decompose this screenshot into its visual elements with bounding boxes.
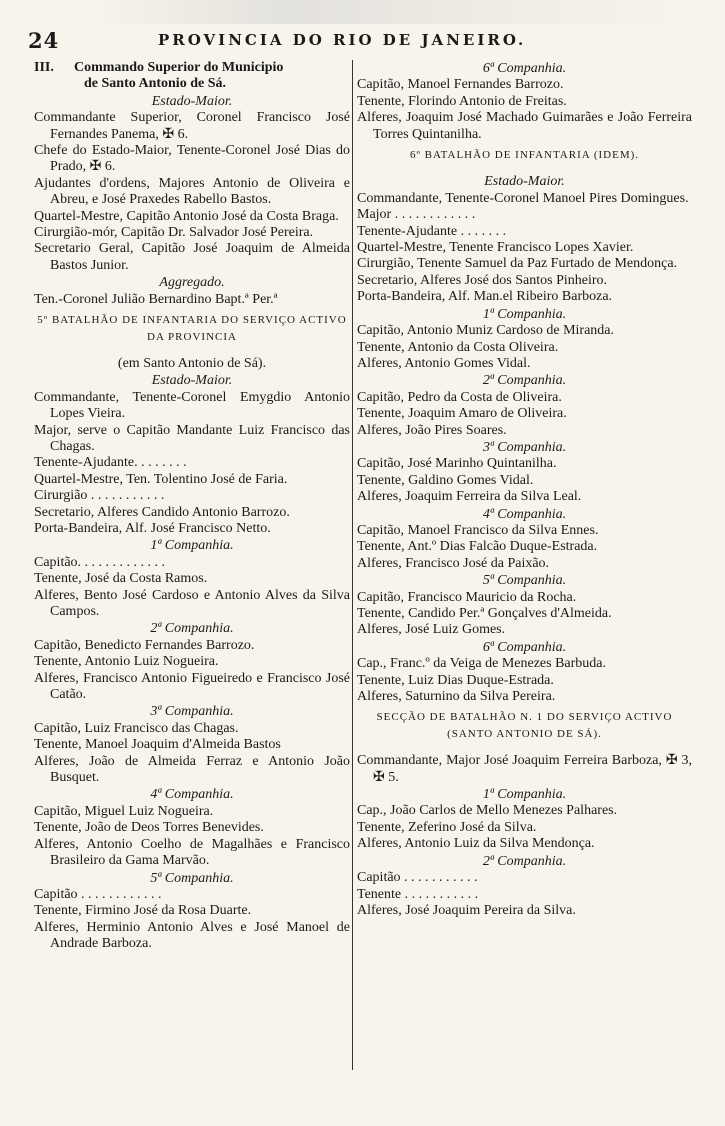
list-item: Commandante, Major José Joaquim Ferreira Barboza, ✠ 3, ✠ 5. xyxy=(357,753,692,785)
company-heading: 5ª Companhia. xyxy=(150,870,234,886)
company-heading: 6ª Companhia. xyxy=(482,639,567,655)
company-heading: 4ª Companhia. xyxy=(482,506,567,522)
list-item: Capitão . . . . . . . . . . . . xyxy=(34,886,162,902)
list-item: Tenente, Ant.º Dias Falcão Duque-Estrada. xyxy=(357,539,598,555)
list-item: Alferes, Antonio Coelho de Magalhães e Francisco Brasileiro da Gama Marvão. xyxy=(34,836,350,869)
list-item: Tenente, Joaquim Amaro de Oliveira. xyxy=(357,406,567,422)
section-number: III. xyxy=(34,60,54,75)
company-heading: 4ª Companhia. xyxy=(150,787,234,803)
list-item: Secretario, Alferes José dos Santos Pinheiro. xyxy=(357,272,608,288)
list-item: Capitão, Pedro da Costa de Oliveira. xyxy=(357,389,562,405)
subheading-estado-maior: Estado-Maior. xyxy=(151,373,233,389)
list-item: Capitão, Antonio Muniz Cardoso de Miranda. xyxy=(357,323,615,339)
list-item: Capitão . . . . . . . . . . . xyxy=(357,870,478,886)
page-number: 24 xyxy=(28,28,60,53)
list-item: Alferes, Francisco Antonio Figueiredo e Francisco José Catão. xyxy=(34,670,350,703)
list-item: Tenente, Candido Per.ª Gonçalves d'Almeida. xyxy=(357,606,612,621)
battalion-heading: 5º BATALHÃO DE INFANTARIA DO SERVIÇO ACTIVO DA PROVINCIA xyxy=(37,314,347,343)
left-column xyxy=(34,60,350,1066)
subheading-estado-maior: Estado-Maior. xyxy=(484,174,565,190)
company-heading: 2ª Companhia. xyxy=(150,621,234,637)
page-header xyxy=(28,28,698,56)
list-item: Tenente, José da Costa Ramos. xyxy=(34,571,208,587)
list-item: Cap., João Carlos de Mello Menezes Palhares. xyxy=(357,803,618,819)
column-divider xyxy=(352,60,353,1070)
list-item: Capitão, Benedicto Fernandes Barrozo. xyxy=(34,637,255,653)
company-heading: 1ª Companhia. xyxy=(150,538,234,554)
list-item: Major, serve o Capitão Mandante Luiz Francisco das Chagas. xyxy=(34,422,350,454)
company-heading: 6ª Companhia. xyxy=(482,61,567,76)
list-item: Alferes, Bento José Cardoso e Antonio Alves da Silva Campos. xyxy=(34,587,350,619)
list-item: Tenente . . . . . . . . . . . xyxy=(357,886,479,902)
list-item: Commandante, Tenente-Coronel Manoel Pires Domingues. xyxy=(357,190,689,206)
list-item: Alferes, José Luiz Gomes. xyxy=(357,622,506,638)
list-item: Alferes, João Pires Soares. xyxy=(357,422,507,438)
section-battalion-heading: SECÇÃO DE BATALHÃO N. 1 DO SERVIÇO ACTIVO (SANTO ANTONIO DE SÁ). xyxy=(376,711,673,740)
list-item: Alferes, Antonio Luiz da Silva Mendonça. xyxy=(357,836,595,852)
right-column xyxy=(357,60,692,1066)
section-title-line-2: de Santo Antonio de Sá. xyxy=(84,76,226,92)
battalion-location: (em Santo Antonio de Sá). xyxy=(117,355,267,371)
list-item: Ajudantes d'ordens, Majores Antonio de Oliveira e Abreu, e José Praxedes Rabello Bastos. xyxy=(34,175,350,208)
battalion-heading: 6º BATALHÃO DE INFANTARIA (IDEM). xyxy=(409,149,640,162)
print-bleed-strip xyxy=(90,0,690,24)
list-item: Tenente, Luiz Dias Duque-Estrada. xyxy=(357,672,554,688)
list-item: Tenente, Firmino José da Rosa Duarte. xyxy=(34,903,252,919)
subheading-estado-maior: Estado-Maior. xyxy=(151,93,233,109)
list-item: Capitão. . . . . . . . . . . . . xyxy=(34,554,166,570)
list-item: Tenente, Zeferino José da Silva. xyxy=(357,819,537,835)
running-title: PROVINCIA DO RIO DE JANEIRO. xyxy=(158,31,527,49)
list-item: Tenente, Florindo Antonio de Freitas. xyxy=(357,93,567,109)
list-item: Alferes, Joaquim Ferreira da Silva Leal. xyxy=(357,489,582,505)
company-heading: 3ª Companhia. xyxy=(150,704,234,720)
section-heading xyxy=(34,60,350,93)
list-item: Quartel-Mestre, Tenente Francisco Lopes Xavier. xyxy=(357,240,634,256)
list-item: Capitão, Manoel Francisco da Silva Ennes. xyxy=(357,522,599,538)
company-heading: 2ª Companhia. xyxy=(482,853,567,869)
list-item: Tenente, João de Deos Torres Benevides. xyxy=(34,820,264,836)
list-item: Tenente-Ajudante . . . . . . . xyxy=(357,223,507,239)
company-heading: 3ª Companhia. xyxy=(482,439,567,455)
list-item: Capitão, José Marinho Quintanilha. xyxy=(357,456,557,472)
list-item: Porta-Bandeira, Alf. José Francisco Netto. xyxy=(34,520,271,536)
list-item: Tenente, Antonio Luiz Nogueira. xyxy=(34,654,219,670)
list-item: Quartel-Mestre, Capitão Antonio José da Costa Braga. xyxy=(34,208,339,224)
list-item: Commandante, Tenente-Coronel Emygdio Antonio Lopes Vieira. xyxy=(34,389,350,422)
section-title-line-1: Commando Superior do Municipio xyxy=(74,60,284,75)
company-heading: 1ª Companhia. xyxy=(482,306,567,322)
list-item: Chefe do Estado-Maior, Tenente-Coronel José Dias do Prado, ✠ 6. xyxy=(34,143,350,175)
list-item: Cirurgião-mór, Capitão Dr. Salvador José Pereira. xyxy=(34,225,314,241)
company-heading: 2ª Companhia. xyxy=(482,373,567,389)
list-item: Alferes, João de Almeida Ferraz e Antonio João Busquet. xyxy=(34,753,350,786)
list-item: Alferes, Herminio Antonio Alves e José Manoel de Andrade Barboza. xyxy=(34,919,350,952)
list-item: Cirurgião, Tenente Samuel da Paz Furtado de Mendonça. xyxy=(357,256,678,272)
list-item: Porta-Bandeira, Alf. Man.el Ribeiro Barboza. xyxy=(357,289,613,305)
company-heading: 5ª Companhia. xyxy=(482,573,567,589)
list-item: Tenente, Antonio da Costa Oliveira. xyxy=(357,339,559,355)
company-heading: 1ª Companhia. xyxy=(482,787,567,803)
list-item: Quartel-Mestre, Ten. Tolentino José de Faria. xyxy=(34,471,288,487)
list-item: Capitão, Luiz Francisco das Chagas. xyxy=(34,720,239,736)
list-item: Secretario, Alferes Candido Antonio Barrozo. xyxy=(34,504,290,520)
list-item: Alferes, Antonio Gomes Vidal. xyxy=(357,355,531,371)
list-item: Alferes, Francisco José da Paixão. xyxy=(357,555,550,571)
list-item: Tenente-Ajudante. . . . . . . . xyxy=(34,455,187,471)
list-item: Tenente, Galdino Gomes Vidal. xyxy=(357,472,534,488)
list-item: Alferes, José Joaquim Pereira da Silva. xyxy=(357,902,576,918)
list-item: Cirurgião . . . . . . . . . . . xyxy=(34,488,165,504)
list-item: Capitão, Manoel Fernandes Barrozo. xyxy=(357,77,564,93)
list-item: Capitão, Miguel Luiz Nogueira. xyxy=(34,803,214,819)
list-item: Major . . . . . . . . . . . . xyxy=(357,207,476,223)
list-item: Alferes, Saturnino da Silva Pereira. xyxy=(357,689,556,705)
list-item: Secretario Geral, Capitão José Joaquim de Almeida Bastos Junior. xyxy=(34,241,350,273)
subheading-aggregado: Aggregado. xyxy=(159,275,225,291)
list-item: Commandante Superior, Coronel Francisco José Fernandes Panema, ✠ 6. xyxy=(34,110,350,142)
list-item: Alferes, Joaquim José Machado Guimarães e João Ferreira Torres Quintanilha. xyxy=(357,110,692,142)
list-item: Tenente, Manoel Joaquim d'Almeida Bastos xyxy=(34,737,281,753)
list-item: Cap., Franc.º da Veiga de Menezes Barbuda. xyxy=(357,656,606,672)
list-item: Capitão, Francisco Mauricio da Rocha. xyxy=(357,589,577,605)
list-item: Ten.-Coronel Julião Bernardino Bapt.ª Per.ª xyxy=(34,291,278,307)
